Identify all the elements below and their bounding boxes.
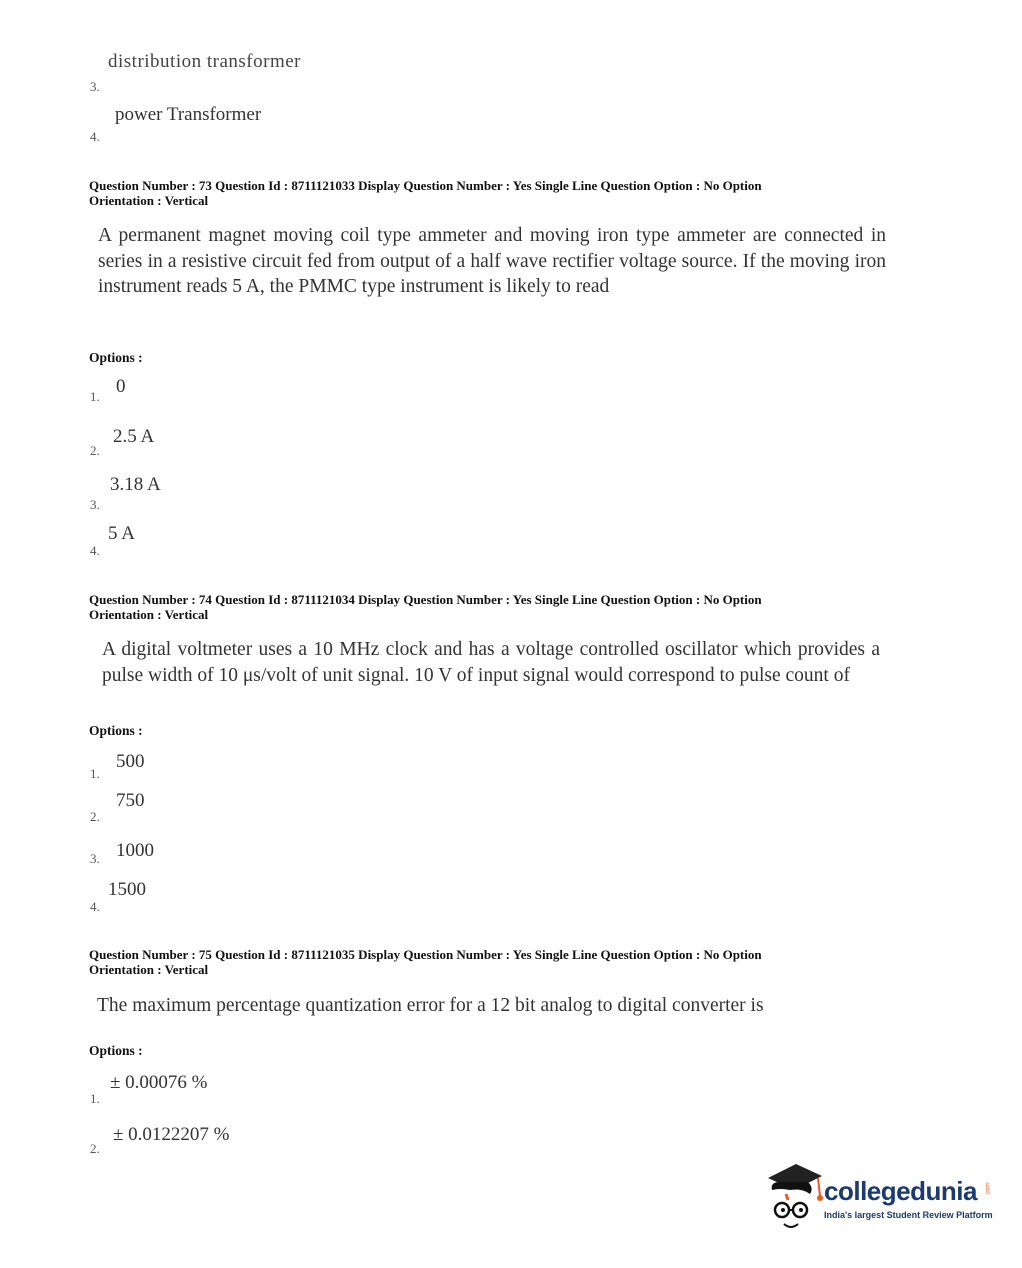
options-label: Options :: [89, 350, 143, 365]
option-text: 5 A: [108, 523, 135, 544]
options-label: Options :: [89, 723, 143, 738]
option-text: 2.5 A: [113, 426, 155, 447]
option-text: ± 0.00076 %: [110, 1072, 208, 1093]
option-number: 2.: [90, 1141, 100, 1156]
question-75-text: The maximum percentage quantization error for a 12 bit analog to digital converter is: [97, 995, 764, 1016]
option-text: 0: [116, 376, 126, 397]
graduate-mascot-icon: [762, 1160, 824, 1234]
option-number: 3.: [90, 851, 100, 866]
option-number: 2.: [90, 809, 100, 824]
question-75-metadata: Question Number : 75 Question Id : 8711121035 Display Question Number : Yes Single Line Question Option : No Option Orientation : Vertical: [89, 947, 762, 977]
option-number: 3.: [90, 497, 100, 512]
option-number: 1.: [90, 766, 100, 781]
logo-wordmark: collegedunia: [824, 1176, 977, 1206]
option-number: 4.: [90, 129, 100, 144]
option-number: 4.: [90, 899, 100, 914]
option-text: 750: [116, 790, 145, 811]
option-text: 500: [116, 751, 145, 772]
option-text: 1500: [108, 879, 146, 900]
option-text: ± 0.0122207 %: [113, 1124, 230, 1145]
cut-off-option-text: distribution transformer: [108, 51, 301, 72]
option-text: 3.18 A: [110, 474, 161, 495]
option-number: 1.: [90, 389, 100, 404]
options-label: Options :: [89, 1043, 143, 1058]
option-text: power Transformer: [115, 104, 262, 125]
logo-tagline: India's largest Student Review Platform: [824, 1210, 993, 1220]
option-number: 2.: [90, 443, 100, 458]
option-number: 1.: [90, 1091, 100, 1106]
option-number: 4.: [90, 543, 100, 558]
question-74-text: A digital voltmeter uses a 10 MHz clock and has a voltage controlled oscillator which provides a pulse width of 10 μs/volt of unit signal. 10 V of input signal would correspond to pulse count of: [102, 639, 880, 686]
option-text: 1000: [116, 840, 154, 861]
question-74-metadata: Question Number : 74 Question Id : 8711121034 Display Question Number : Yes Single Line Question Option : No Option Orientation : Vertical: [89, 592, 762, 622]
question-73-metadata: Question Number : 73 Question Id : 8711121033 Display Question Number : Yes Single Line Question Option : No Option Orientation : Vertical: [89, 178, 762, 208]
logo-dotcom: .com: [985, 1182, 992, 1196]
question-73-text: A permanent magnet moving coil type ammeter and moving iron type ammeter are connected in series in a resistive circuit fed from output of a half wave rectifier voltage source. If the moving iron instrument reads 5 A, the PMMC type instrument is likely to read: [98, 225, 886, 297]
option-number: 3.: [90, 79, 100, 94]
